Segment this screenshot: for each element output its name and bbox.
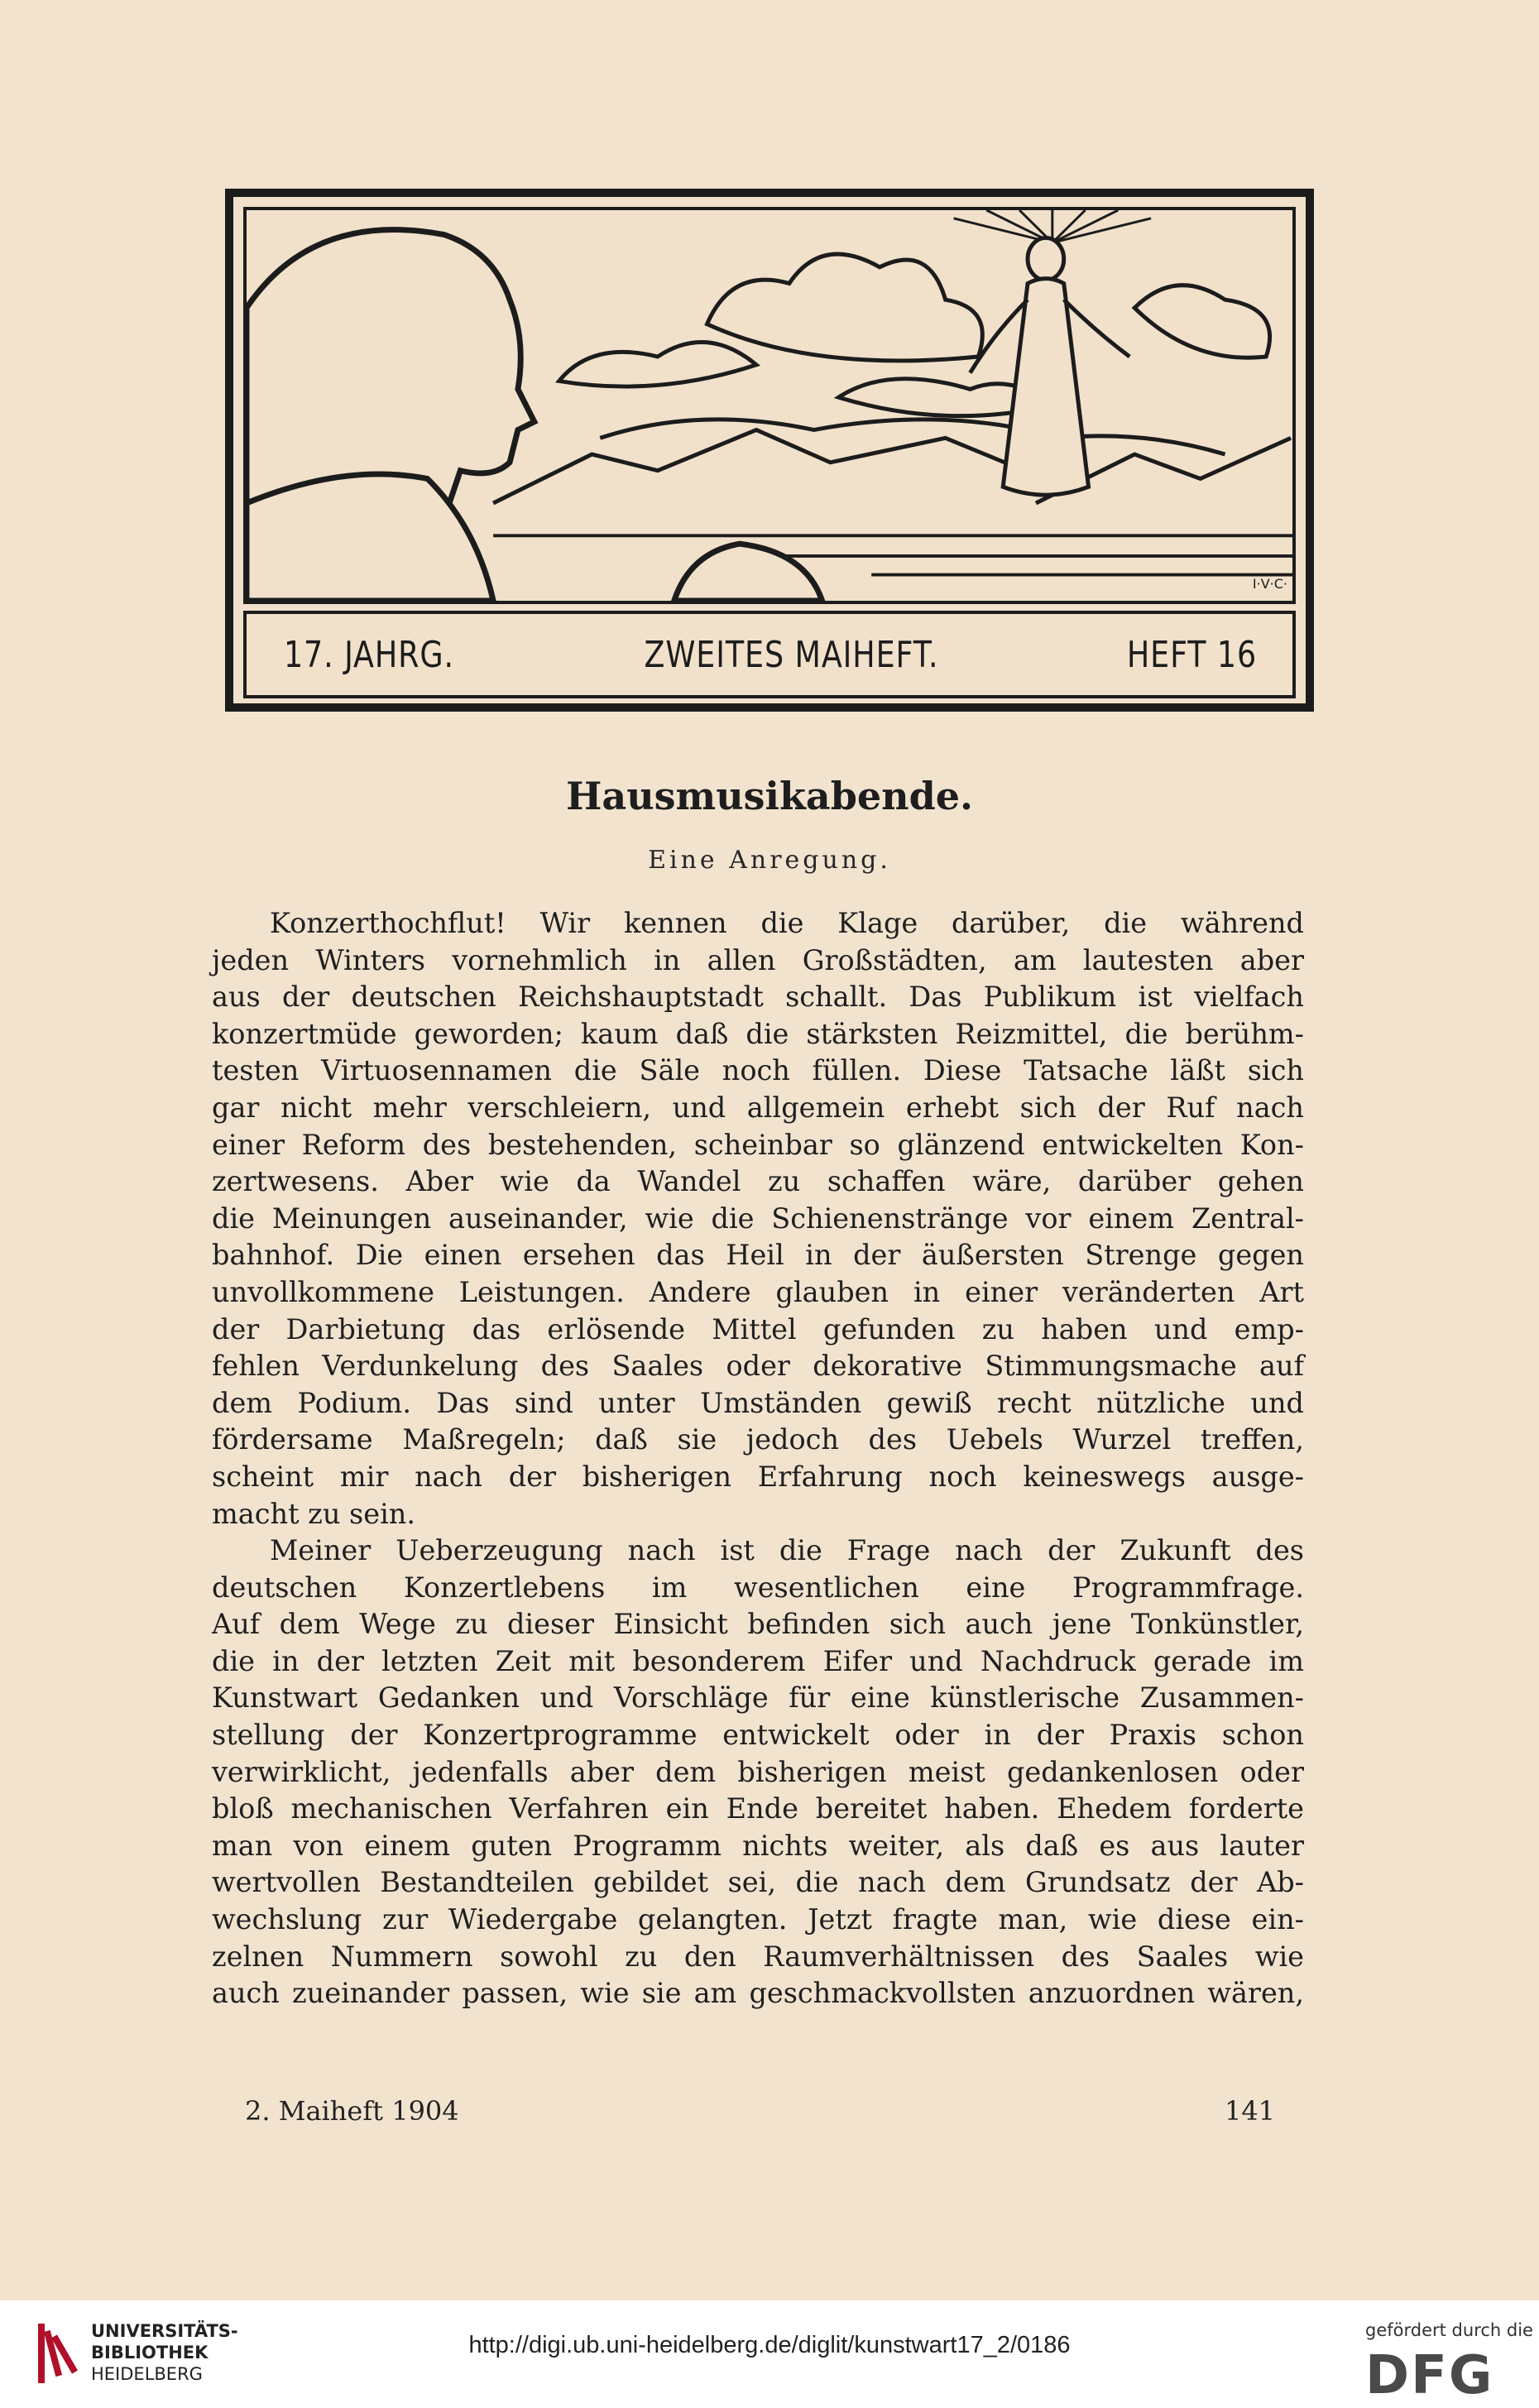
masthead-illustration — [225, 189, 1314, 712]
digitization-banner — [0, 2300, 1539, 2408]
issue-name: ZWEITES MAIHEFT. — [644, 633, 939, 676]
article-title: Hausmusikabende. — [565, 774, 974, 818]
text-line: die in der letzten Zeit mit besonderem Eifer und Nachdruck gerade im — [212, 1644, 1304, 1677]
uni-line-1: UNIVERSITÄTS- — [91, 2321, 238, 2341]
uni-line-3: HEIDELBERG — [91, 2364, 203, 2384]
text-line: fehlen Verdunkelung des Saales oder dekorative Stimmungsmache auf — [212, 1350, 1304, 1383]
text-line: zelnen Nummern sowohl zu den Raumverhältnissen des Saales wie — [212, 1940, 1304, 1973]
text-line: wechslung zur Wiedergabe gelangten. Jetzt fragte man, wie diese ein- — [212, 1903, 1304, 1936]
text-line: die Meinungen auseinander, wie die Schienenstränge vor einem Zentral- — [212, 1202, 1304, 1235]
text-line: Meiner Ueberzeugung nach ist die Frage nach der Zukunft des — [270, 1534, 1304, 1567]
text-line: bahnhof. Die einen ersehen das Heil in der äußersten Strenge gegen — [212, 1239, 1304, 1272]
text-line: bloß mechanischen Verfahren ein Ende bereitet haben. Ehedem forderte — [212, 1792, 1304, 1825]
text-line: Kunstwart Gedanken und Vorschläge für eine künstlerische Zusammen- — [212, 1681, 1304, 1715]
source-url-link[interactable]: http://digi.ub.uni-heidelberg.de/diglit/kunstwart17_2/0186 — [468, 2332, 1071, 2358]
text-line: aus der deutschen Reichshauptstadt schallt. Das Publikum ist vielfach — [212, 981, 1304, 1014]
heft-number: HEFT 16 — [1126, 633, 1258, 676]
landscape-portrait-drawing — [247, 210, 1292, 601]
article-subtitle: Eine Anregung. — [648, 846, 891, 875]
text-line: jeden Winters vornehmlich in allen Großstädten, am lautesten aber — [212, 943, 1304, 976]
text-line: auch zueinander passen, wie sie am geschmackvollsten anzuordnen wären, — [212, 1977, 1304, 2010]
text-line: der Darbietung das erlösende Mittel gefunden zu haben und emp- — [212, 1312, 1304, 1346]
dfg-logo: DFG — [1365, 2345, 1494, 2406]
page-footer-issue: 2. Maiheft 1904 — [245, 2095, 459, 2127]
text-line: zertwesens. Aber wie da Wandel zu schaffen wäre, darüber gehen — [212, 1165, 1304, 1198]
text-line: fördersame Maßregeln; daß sie jedoch des Uebels Wurzel treffen, — [212, 1423, 1304, 1456]
page-number: 141 — [1225, 2095, 1276, 2127]
header-artwork — [243, 207, 1296, 604]
text-line: macht zu sein. — [212, 1497, 416, 1530]
text-line: wertvollen Bestandteilen gebildet sei, die nach dem Grundsatz der Ab- — [212, 1866, 1304, 1899]
text-line: testen Virtuosennamen die Säle noch füllen. Diese Tatsache läßt sich — [212, 1054, 1304, 1087]
text-line: Auf dem Wege zu dieser Einsicht befinden sich auch jene Tonkünstler, — [212, 1608, 1304, 1641]
text-line: scheint mir nach der bisherigen Erfahrung noch keineswegs ausge- — [212, 1460, 1304, 1493]
volume-year: 17. JAHRG. — [283, 633, 455, 676]
issue-bar — [243, 611, 1296, 698]
text-line: deutschen Konzertlebens im wesentlichen eine Programmfrage. — [212, 1571, 1304, 1604]
funding-caption: gefördert durch die — [1365, 2320, 1533, 2340]
artist-mark: I·V·C· — [1252, 576, 1287, 592]
text-line: unvollkommene Leistungen. Andere glauben in einer veränderten Art — [212, 1275, 1304, 1308]
text-line: konzertmüde geworden; kaum daß die stärksten Reizmittel, die berühm- — [212, 1017, 1304, 1050]
text-line: dem Podium. Das sind unter Umständen gewiß recht nützliche und — [212, 1386, 1304, 1419]
text-line: stellung der Konzertprogramme entwickelt oder in der Praxis schon — [212, 1719, 1304, 1752]
text-line: man von einem guten Programm nichts weiter, als daß es aus lauter — [212, 1829, 1304, 1862]
text-line: einer Reform des bestehenden, scheinbar so glänzend entwickelten Kon- — [212, 1128, 1304, 1161]
text-line: gar nicht mehr verschleiern, und allgemein erhebt sich der Ruf nach — [212, 1091, 1304, 1124]
uni-line-2: BIBLIOTHEK — [91, 2343, 209, 2362]
text-line: Konzerthochflut! Wir kennen die Klage darüber, die während — [270, 907, 1304, 939]
text-line: verwirklicht, jedenfalls aber dem bisherigen meist gedankenlosen oder — [212, 1755, 1304, 1788]
article-body — [212, 905, 1304, 2012]
